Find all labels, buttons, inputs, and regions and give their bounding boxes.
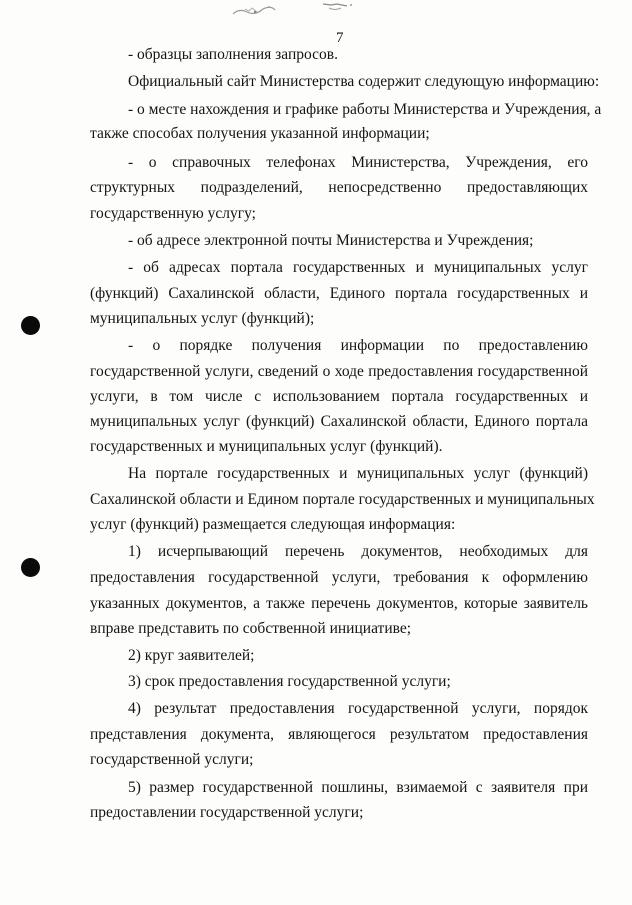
text-line: Сахалинской области и Едином портале государственных и муниципальных — [90, 491, 595, 508]
scan-artifact-marks — [225, 0, 375, 22]
text-line: - о порядке получения информации по предоставлению — [128, 337, 588, 354]
text-line: муниципальных услуг (функций); — [90, 310, 315, 327]
text-line: предоставления государственной услуги, требования к оформлению — [90, 569, 588, 586]
text-line: государственной услуги; — [90, 751, 254, 768]
text-line: - о справочных телефонах Министерства, Учреждения, его — [128, 154, 588, 171]
punch-hole-top — [21, 316, 40, 335]
text-line: услуги, в том числе с использованием портала государственных и — [90, 388, 588, 405]
page-number: 7 — [336, 30, 344, 46]
text-line: предоставлении государственной услуги; — [90, 804, 364, 821]
text-line: 2) круг заявителей; — [128, 647, 255, 664]
text-line: представления документа, являющегося результатом предоставления — [90, 726, 588, 743]
punch-hole-bottom — [21, 558, 40, 577]
text-line: 4) результат предоставления государственной услуги, порядок — [128, 700, 588, 717]
text-line: государственной услуги, сведений о ходе предоставления государственной — [90, 363, 588, 380]
text-line: муниципальных услуг (функций) Сахалинской области, Единого портала — [90, 413, 588, 430]
text-line: государственных и муниципальных услуг (функций). — [90, 438, 443, 455]
text-line: указанных документов, а также перечень документов, которые заявитель — [90, 595, 588, 612]
text-line: Официальный сайт Министерства содержит следующую информацию: — [128, 73, 600, 90]
text-line: - образцы заполнения запросов. — [128, 46, 338, 63]
text-line: - о месте нахождения и графике работы Министерства и Учреждения, а — [128, 101, 602, 118]
text-line: - об адресах портала государственных и муниципальных услуг — [128, 259, 588, 276]
text-line: 3) срок предоставления государственной услуги; — [128, 673, 451, 690]
text-line: государственную услугу; — [90, 205, 256, 222]
text-line: услуг (функций) размещается следующая информация: — [90, 516, 456, 533]
text-line: 5) размер государственной пошлины, взимаемой с заявителя при — [128, 779, 588, 796]
text-line: также способах получения указанной информации; — [90, 125, 430, 142]
text-line: На портале государственных и муниципальных услуг (функций) — [128, 465, 588, 482]
text-line: - об адресе электронной почты Министерства и Учреждения; — [128, 232, 534, 249]
text-line: (функций) Сахалинской области, Единого портала государственных и — [90, 285, 588, 302]
text-line: структурных подразделений, непосредственно предоставляющих — [90, 179, 588, 196]
text-line: вправе представить по собственной инициативе; — [90, 620, 412, 637]
text-line: 1) исчерпывающий перечень документов, необходимых для — [128, 543, 588, 560]
